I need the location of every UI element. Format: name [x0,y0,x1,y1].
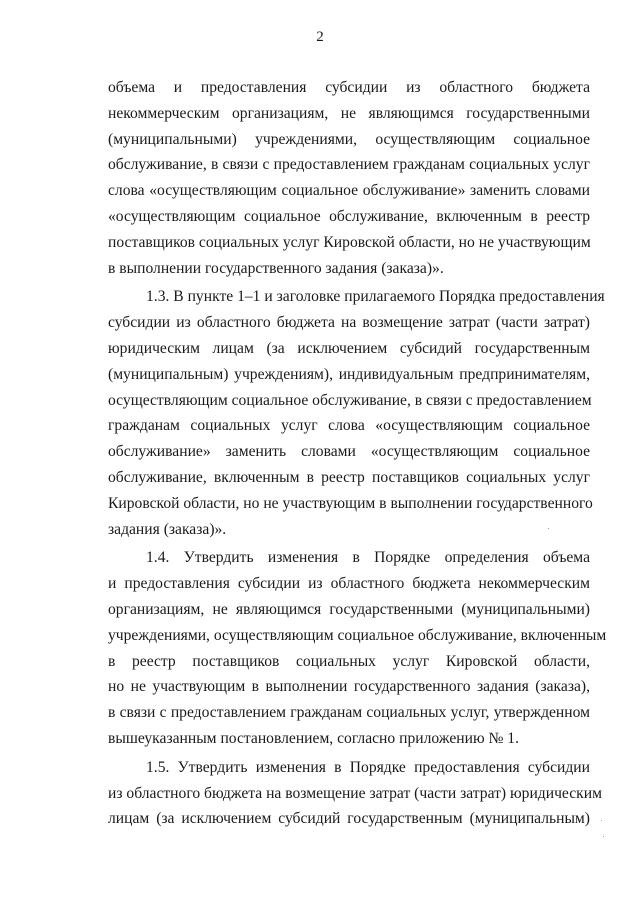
text-line: лицам (за исключением субсидий государственным (муниципальным) [108,810,590,828]
text-line: объема и предоставления субсидии из областного бюджета [108,79,590,96]
text-line: обслуживание, в связи с предоставлением гражданам социальных услуг [108,156,590,174]
text-line: слова «осуществляющим социальное обслуживание» заменить словами [108,182,590,200]
text-line: субсидии из областного бюджета на возмещение затрат (части затрат) [108,314,590,332]
text-line: и предоставления субсидии из областного бюджета некоммерческим [108,575,590,593]
scan-speck [601,820,602,821]
paragraph-1-3 [108,284,605,542]
document-body [108,75,607,832]
page-number: 2 [316,29,324,45]
paragraph-1-4 [108,545,607,751]
text-line: поставщиков социальных услуг Кировской области, но не участвующим [108,233,591,251]
text-line: некоммерческим организациям, не являющимся государственными [108,104,590,122]
text-line: задания (заказа)». [108,520,227,538]
text-line: гражданам социальных услуг слова «осуществляющим социальное [108,417,590,435]
text-line: «осуществляющим социальное обслуживание, включенным в реестр [108,207,590,225]
text-line: в реестр поставщиков социальных услуг Кировской области, [108,652,590,670]
text-line: (муниципальными) учреждениями, осуществляющим социальное [108,130,590,148]
text-line: обслуживание» заменить словами «осуществляющим социальное [108,443,590,461]
scan-speck [548,528,549,529]
scan-speck [603,836,604,837]
text-line: из областного бюджета на возмещение затрат (части затрат) юридическим [108,784,602,802]
text-line: 1.5. Утвердить изменения в Порядке предоставления субсидии [146,758,590,776]
text-line: организациям, не являющимся государственными (муниципальными) [108,600,590,618]
paragraph-1-5 [108,755,602,832]
text-line: в выполнении государственного задания (заказа)». [108,259,444,277]
text-line: осуществляющим социальное обслуживание, в связи с предоставлением [108,391,592,409]
text-line: в связи с предоставлением гражданам социальных услуг, утвержденном [108,704,590,722]
text-line: обслуживание, включенным в реестр поставщиков социальных услуг [108,468,590,486]
text-line: 1.3. В пункте 1–1 и заголовке прилагаемого Порядка предоставления [146,288,605,306]
text-line: вышеуказанным постановлением, согласно приложению № 1. [108,729,519,747]
text-line: учреждениями, осуществляющим социальное обслуживание, включенным [108,626,607,644]
paragraph-continuation [108,75,590,281]
text-line: Кировской области, но не участвующим в выполнении государственного [108,494,593,512]
text-line: (муниципальным) учреждениям), индивидуальным предпринимателям, [108,365,590,383]
text-line: юридическим лицам (за исключением субсидий государственным [108,339,590,357]
text-line: 1.4. Утвердить изменения в Порядке определения объема [146,549,590,567]
text-line: но не участвующим в выполнении государственного задания (заказа), [108,678,590,696]
